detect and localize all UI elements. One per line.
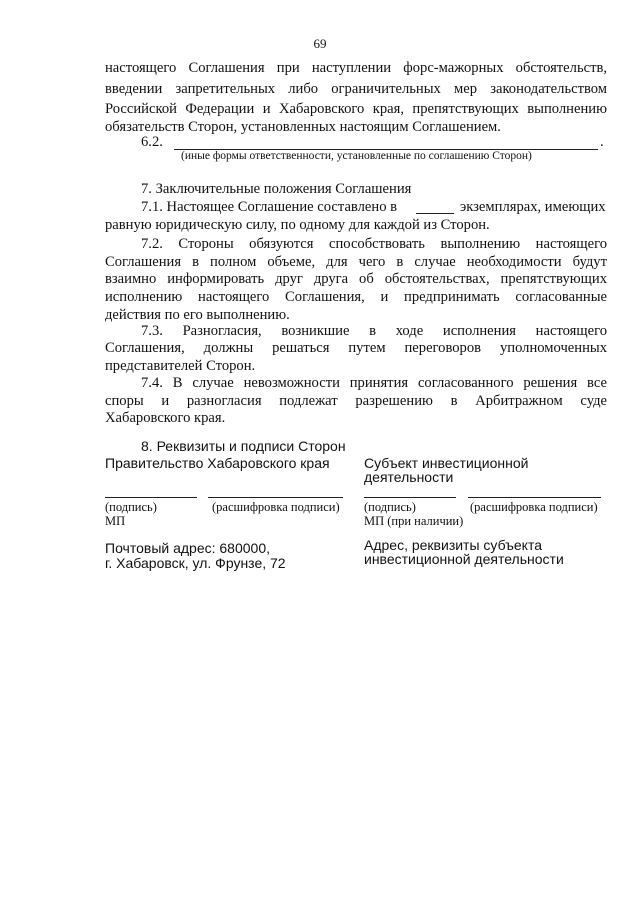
- right-sign-caption: (подпись): [364, 500, 416, 514]
- right-party-name: Субъект инвестиционной: [364, 455, 529, 471]
- paragraph-line: взаимно информировать друг друга об обстоятельствах, препятствующих: [105, 271, 607, 287]
- paragraph-line: споры и разногласия подлежат разрешению в Арбитражном суде: [105, 393, 607, 409]
- paragraph-line: Соглашения, должны решаться путем переговоров уполномоченных: [105, 340, 607, 356]
- paragraph-line: обязательств Сторон, установленных настоящим Соглашением.: [105, 119, 501, 135]
- right-stamp: МП (при наличии): [364, 514, 464, 528]
- right-address-line2: инвестиционной деятельности: [364, 551, 564, 567]
- left-address-line1: Почтовый адрес: 680000,: [105, 540, 270, 556]
- right-decode-line: [468, 497, 601, 498]
- left-party-name: Правительство Хабаровского края: [105, 455, 330, 471]
- paragraph-line: исполнению настоящего Соглашения, и предпринимать согласованные: [105, 289, 607, 305]
- right-decode-caption: (расшифровка подписи): [470, 500, 598, 514]
- paragraph-line: 7.2. Стороны обязуются способствовать выполнению настоящего: [141, 236, 607, 252]
- paragraph-line: представителей Сторон.: [105, 358, 256, 374]
- copies-blank-line: [416, 213, 454, 214]
- left-sign-caption: (подпись): [105, 500, 157, 514]
- section-8-heading: 8. Реквизиты и подписи Сторон: [141, 438, 346, 454]
- right-signature-line: [364, 497, 456, 498]
- right-party-name-line2: деятельности: [364, 469, 454, 485]
- section-7-heading: 7. Заключительные положения Соглашения: [141, 181, 412, 197]
- paragraph-line: 7.4. В случае невозможности принятия согласованного решения все: [141, 375, 607, 391]
- paragraph-line: Российской Федерации и Хабаровского края, препятствующих выполнению: [105, 101, 607, 117]
- item-6-2-end: .: [600, 134, 604, 150]
- left-decode-caption: (расшифровка подписи): [212, 500, 340, 514]
- page-number: 69: [313, 36, 327, 51]
- p71-part1: 7.1. Настоящее Соглашение составлено в: [141, 199, 398, 215]
- left-address-line2: г. Хабаровск, ул. Фрунзе, 72: [105, 555, 286, 571]
- left-signature-line: [105, 497, 197, 498]
- paragraph-line: Хабаровского края.: [105, 410, 226, 426]
- item-6-2-caption: (иные формы ответственности, установленные по соглашению Сторон): [181, 150, 532, 162]
- right-address-line1: Адрес, реквизиты субъекта: [364, 537, 542, 553]
- left-stamp: МП: [105, 514, 126, 528]
- paragraph-line: действия по его выполнению.: [105, 307, 290, 323]
- paragraph-line: настоящего Соглашения при наступлении форс-мажорных обстоятельств,: [105, 60, 607, 76]
- left-decode-line: [208, 497, 343, 498]
- paragraph-line: Соглашения в полном объеме, для чего в случае необходимости будут: [105, 254, 607, 270]
- item-6-2-label: 6.2.: [141, 134, 163, 150]
- p71-part2: экземплярах, имеющих: [460, 199, 606, 215]
- paragraph-line: 7.3. Разногласия, возникшие в ходе исполнения настоящего: [141, 323, 607, 339]
- paragraph-line: равную юридическую силу, по одному для каждой из Сторон.: [105, 217, 490, 233]
- paragraph-line: введении запретительных либо ограничительных мер законодательством: [105, 81, 607, 97]
